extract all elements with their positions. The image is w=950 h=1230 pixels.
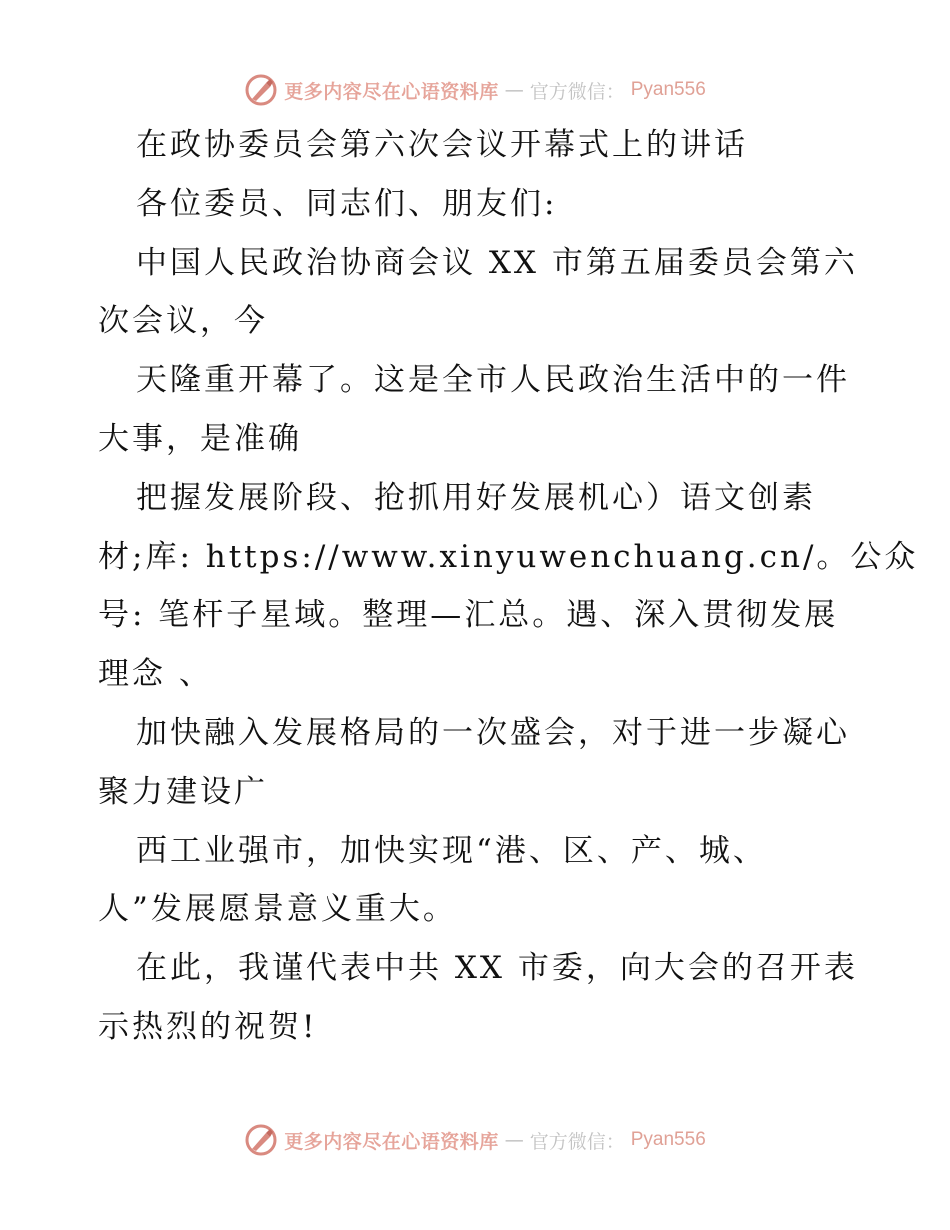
paragraph-line: 人”发展愿景意义重大。 (98, 891, 457, 928)
banner-title: 更多内容尽在心语资料库 (284, 80, 499, 103)
pen-logo-icon (244, 73, 278, 107)
paragraph-line: 中国人民政治协商会议 XX 市第五届委员会第六 (136, 244, 858, 281)
banner-wechat-label: 官方微信： (529, 80, 625, 103)
header-watermark-banner (0, 70, 950, 110)
paragraph-line: 聚力建设广 (98, 773, 268, 810)
banner-wechat-label: 官方微信： (529, 1130, 625, 1153)
paragraph-line: 理念 、 (98, 656, 213, 693)
banner-wechat-id: Pyan556 (630, 1129, 706, 1150)
footer-watermark-banner (0, 1120, 950, 1160)
document-title: 在政协委员会第六次会议开幕式上的讲话 (136, 127, 748, 163)
paragraph-line: 加快融入发展格局的一次盛会，对于进一步凝心 (136, 714, 850, 751)
paragraph-line: 西工业强市，加快实现“港、区、产、城、 (136, 832, 767, 869)
paragraph-line: 次会议，今 (98, 303, 268, 340)
paragraph-line: 把握发展阶段、抢抓用好发展机心）语文创素 (136, 479, 816, 516)
banner-dash: — (504, 79, 524, 101)
paragraph-line: 号: 笔杆子星域。整理—汇总。遇、深入贯彻发展 (98, 597, 839, 634)
pen-logo-icon (244, 1123, 278, 1157)
paragraph-line: 材;库: https://www.xinyuwenchuang.cn/。公众 (98, 538, 919, 575)
paragraph-line: 在此，我谨代表中共 XX 市委，向大会的召开表 (136, 950, 858, 987)
banner-wechat-id: Pyan556 (630, 79, 706, 100)
document-body (98, 116, 919, 1057)
paragraph-line: 天隆重开幕了。这是全市人民政治生活中的一件 (136, 362, 850, 399)
banner-dash: — (504, 1129, 524, 1151)
paragraph-line: 示热烈的祝贺! (98, 1008, 318, 1045)
banner-title: 更多内容尽在心语资料库 (284, 1130, 499, 1153)
paragraph-line: 大事，是准确 (98, 420, 302, 457)
salutation-line: 各位委员、同志们、朋友们: (136, 185, 558, 222)
